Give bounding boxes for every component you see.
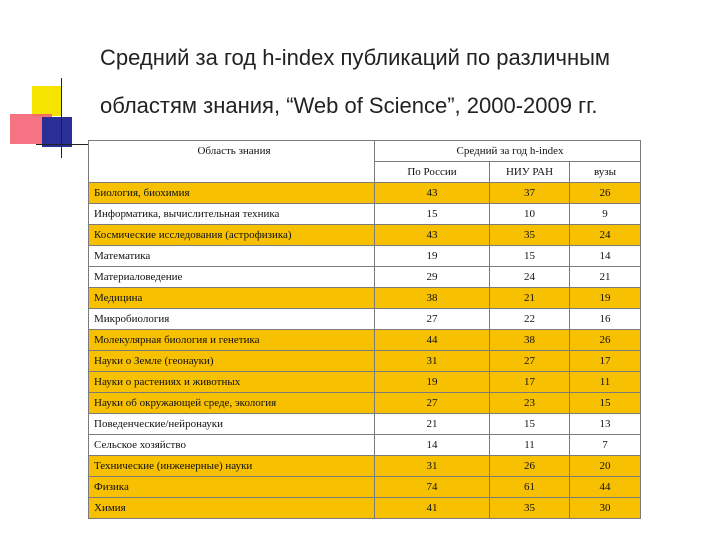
row-value: 16 [570, 309, 641, 330]
row-value: 21 [570, 267, 641, 288]
row-field: Сельское хозяйство [89, 435, 375, 456]
row-value: 17 [570, 351, 641, 372]
row-value: 27 [375, 393, 490, 414]
row-value: 22 [490, 309, 570, 330]
row-value: 21 [490, 288, 570, 309]
row-value: 27 [490, 351, 570, 372]
table-row [89, 330, 641, 351]
row-value: 30 [570, 498, 641, 519]
decor-yellow-square [32, 86, 62, 116]
row-value: 29 [375, 267, 490, 288]
table-row [89, 393, 641, 414]
row-field: Науки о Земле (геонауки) [89, 351, 375, 372]
table-row [89, 267, 641, 288]
table-row [89, 204, 641, 225]
row-value: 38 [375, 288, 490, 309]
header-group: Средний за год h-index [375, 141, 641, 162]
row-value: 26 [570, 183, 641, 204]
row-value: 35 [490, 225, 570, 246]
row-value: 37 [490, 183, 570, 204]
row-field: Науки о растениях и животных [89, 372, 375, 393]
row-value: 15 [375, 204, 490, 225]
row-field: Материаловедение [89, 267, 375, 288]
row-value: 43 [375, 183, 490, 204]
table-row [89, 246, 641, 267]
row-value: 43 [375, 225, 490, 246]
table-row [89, 183, 641, 204]
row-value: 19 [375, 372, 490, 393]
table-row [89, 498, 641, 519]
table-row [89, 456, 641, 477]
title-line-2: областям знания, “Web of Science”, 2000-2009 гг. [100, 93, 598, 118]
header-col-niu-ran: НИУ РАН [490, 162, 570, 183]
row-value: 10 [490, 204, 570, 225]
row-value: 19 [375, 246, 490, 267]
row-field: Микробиология [89, 309, 375, 330]
row-value: 11 [490, 435, 570, 456]
decor-horizontal-line [36, 144, 90, 145]
title-line-1: Средний за год h-index публикаций по различным [100, 45, 611, 70]
header-col-universities: вузы [570, 162, 641, 183]
h-index-table [88, 140, 641, 519]
row-value: 17 [490, 372, 570, 393]
row-value: 41 [375, 498, 490, 519]
row-value: 19 [570, 288, 641, 309]
row-field: Химия [89, 498, 375, 519]
row-field: Технические (инженерные) науки [89, 456, 375, 477]
row-value: 13 [570, 414, 641, 435]
row-value: 26 [570, 330, 641, 351]
decor-vertical-line [61, 78, 62, 158]
table-row [89, 435, 641, 456]
table-row [89, 351, 641, 372]
row-value: 14 [570, 246, 641, 267]
table-row [89, 309, 641, 330]
decor-blue-square [42, 117, 72, 147]
row-value: 23 [490, 393, 570, 414]
row-value: 27 [375, 309, 490, 330]
table-row [89, 225, 641, 246]
row-value: 38 [490, 330, 570, 351]
row-value: 15 [570, 393, 641, 414]
row-value: 61 [490, 477, 570, 498]
row-field: Науки об окружающей среде, экология [89, 393, 375, 414]
row-value: 26 [490, 456, 570, 477]
row-value: 31 [375, 351, 490, 372]
row-value: 21 [375, 414, 490, 435]
table-row [89, 288, 641, 309]
row-value: 24 [490, 267, 570, 288]
table-row [89, 414, 641, 435]
row-value: 31 [375, 456, 490, 477]
row-value: 15 [490, 414, 570, 435]
table-row [89, 477, 641, 498]
table-row [89, 372, 641, 393]
row-field: Информатика, вычислительная техника [89, 204, 375, 225]
row-value: 7 [570, 435, 641, 456]
row-value: 14 [375, 435, 490, 456]
row-field: Математика [89, 246, 375, 267]
row-value: 9 [570, 204, 641, 225]
header-field: Область знания [89, 141, 375, 183]
row-field: Медицина [89, 288, 375, 309]
row-field: Поведенческие/нейронауки [89, 414, 375, 435]
row-field: Космические исследования (астрофизика) [89, 225, 375, 246]
row-value: 24 [570, 225, 641, 246]
row-value: 15 [490, 246, 570, 267]
row-value: 20 [570, 456, 641, 477]
row-value: 74 [375, 477, 490, 498]
row-value: 44 [375, 330, 490, 351]
row-field: Молекулярная биология и генетика [89, 330, 375, 351]
row-field: Биология, биохимия [89, 183, 375, 204]
row-value: 44 [570, 477, 641, 498]
header-col-russia: По России [375, 162, 490, 183]
row-value: 35 [490, 498, 570, 519]
row-value: 11 [570, 372, 641, 393]
row-field: Физика [89, 477, 375, 498]
slide-title [100, 34, 700, 130]
